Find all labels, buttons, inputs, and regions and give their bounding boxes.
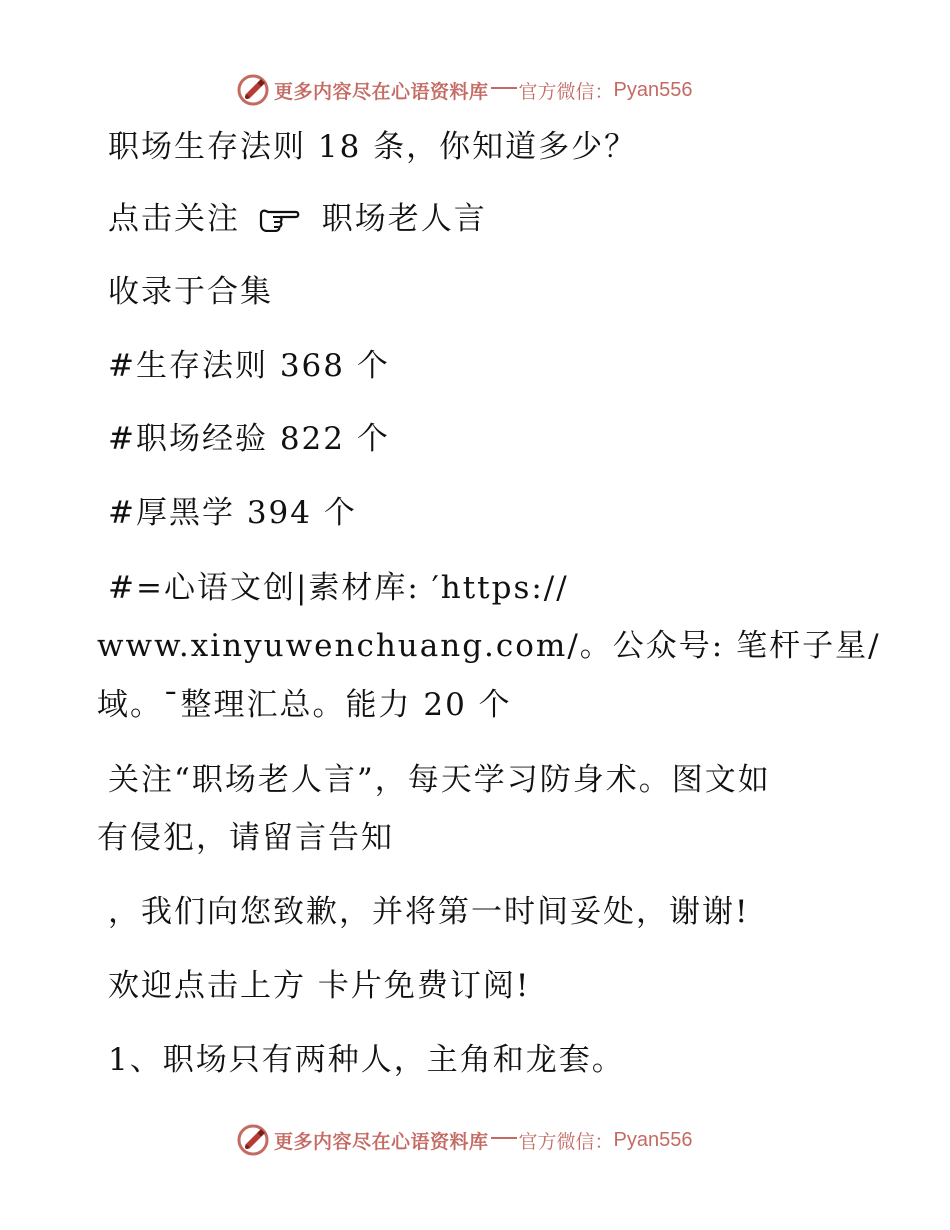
watermark-dash <box>491 1137 517 1139</box>
tag-thick-black[interactable]: #厚黑学 394 个 <box>108 495 357 531</box>
watermark-wechat-id: Pyan556 <box>613 78 693 101</box>
collection-label: 收录于合集 <box>108 274 273 310</box>
watermark-footer <box>236 1122 716 1158</box>
pointing-hand-icon <box>258 206 302 232</box>
notice-line-1: 关注“职场老人言”，每天学习防身术。图文如 <box>108 762 771 798</box>
apology-text: ，我们向您致歉，并将第一时间妥处，谢谢! <box>108 894 750 930</box>
watermark-wechat-id: Pyan556 <box>613 1128 693 1151</box>
follow-account[interactable]: 职场老人言 <box>321 201 487 237</box>
watermark-official: 官方微信： <box>518 1130 614 1153</box>
promo-line-1: #=心语文创|素材库: ′https:// <box>108 570 569 606</box>
promo-line-3: 域。¯整理汇总。能力 20 个 <box>97 687 512 723</box>
follow-line <box>108 201 487 237</box>
notice-line-2: 有侵犯，请留言告知 <box>97 820 394 856</box>
follow-prefix: 点击关注 <box>108 201 240 237</box>
xinyu-logo-icon <box>236 1123 270 1157</box>
watermark-header <box>236 72 716 108</box>
watermark-dash <box>491 87 517 89</box>
article-title: 职场生存法则 18 条，你知道多少？ <box>108 129 638 165</box>
watermark-official: 官方微信： <box>518 80 614 103</box>
watermark-brand: 更多内容尽在心语资料库 <box>274 80 489 103</box>
promo-line-2: www.xinyuwenchuang.com/。公众号: 笔杆子星/ <box>97 628 881 664</box>
tag-survival-rules[interactable]: #生存法则 368 个 <box>108 348 390 384</box>
xinyu-logo-icon <box>236 73 270 107</box>
tag-workplace-experience[interactable]: #职场经验 822 个 <box>108 421 390 457</box>
subscribe-text: 欢迎点击上方 卡片免费订阅! <box>108 968 531 1004</box>
rule-item-1: 1、职场只有两种人，主角和龙套。 <box>108 1042 625 1078</box>
watermark-brand: 更多内容尽在心语资料库 <box>274 1130 489 1153</box>
